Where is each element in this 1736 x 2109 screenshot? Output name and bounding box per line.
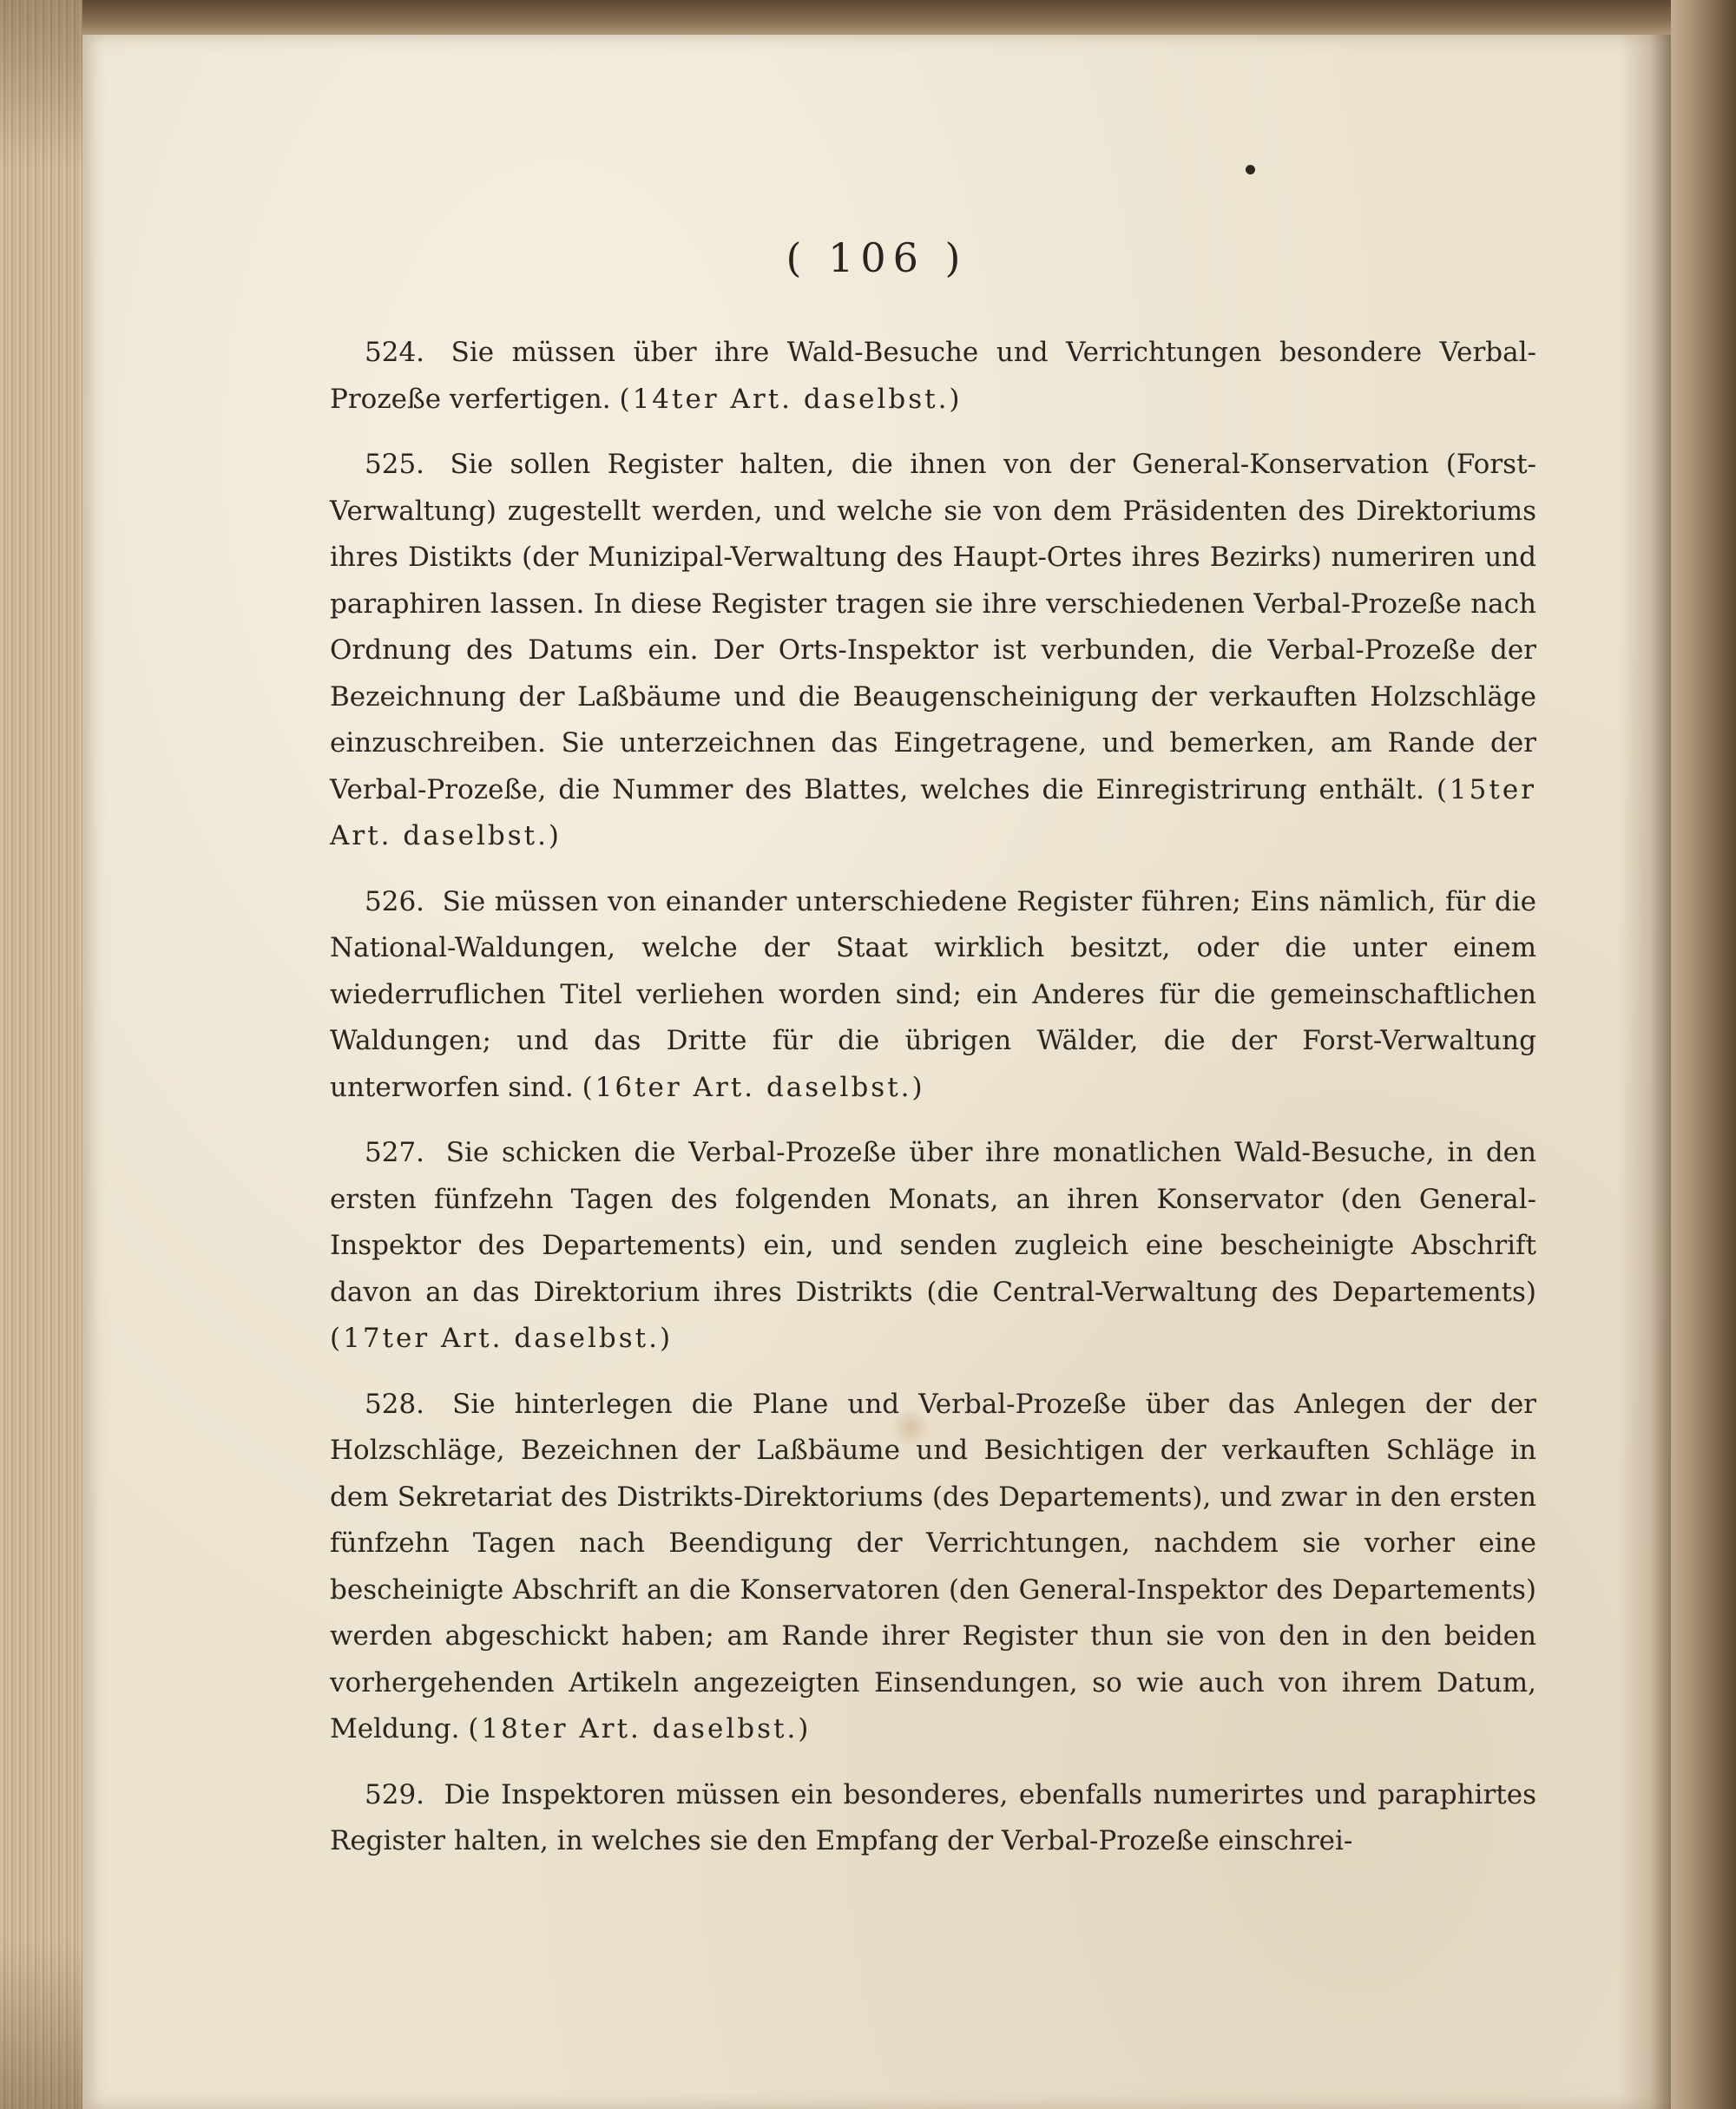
paragraph-number: 527. <box>365 1137 425 1168</box>
paragraph-524 <box>330 330 1536 423</box>
paragraph-text: Sie schicken die Verbal-Prozeße über ihre monatlichen Wald-Besuche, in den ersten fünfzehn Tagen des folgenden Monats, an ihren Konservator (den General-Inspektor des Departements) ein, und senden zugleich eine bescheinigte Abschrift davon an das Direktorium ihres Distrikts (die Central-Verwaltung des Departements) <box>330 1137 1536 1308</box>
page-body <box>330 330 1536 1865</box>
paragraph-reference: (14ter Art. daselbst.) <box>619 383 963 415</box>
paragraph-reference: (16ter Art. daselbst.) <box>582 1071 925 1103</box>
paragraph-number: 529. <box>365 1778 425 1810</box>
paragraph-text: Sie hinterlegen die Plane und Verbal-Prozeße über das Anlegen der der Holzschläge, Bezeichnen der Laßbäume und Besichtigen der verkauften Schläge in dem Sekretariat des Distrikts-Direktoriums (des Departements), und zwar in den ersten fünfzehn Tagen nach Beendigung der Verrichtungen, nachdem sie vorher eine bescheinigte Abschrift an die Konservatoren (den General-Inspektor des Departements) werden abgeschickt haben; am Rande ihrer Register thun sie von den in den beiden vorhergehenden Artikeln angezeigten Einsendungen, so wie auch von ihrem Datum, Meldung. <box>330 1388 1536 1744</box>
paragraph-reference: (17ter Art. daselbst.) <box>330 1323 674 1354</box>
binding-gutter-shadow <box>1619 35 1671 2109</box>
paragraph-526 <box>330 879 1536 1112</box>
paragraph-text: Sie müssen von einander unterschiedene Register führen; Eins nämlich, für die National-Waldungen, welche der Staat wirklich besitzt, oder die unter einem wiederruflichen Titel verliehen worden sind; ein Anderes für die gemeinschaftlichen Waldungen; und das Dritte für die übrigen Wälder, die der Forst-Verwaltung unterworfen sind. <box>330 885 1536 1103</box>
paragraph-number: 524. <box>365 337 425 368</box>
paragraph-527 <box>330 1130 1536 1363</box>
paragraph-number: 525. <box>365 449 425 480</box>
paragraph-text: Sie sollen Register halten, die ihnen von der General-Konservation (Forst-Verwaltung) zugestellt werden, und welche sie von dem Präsidenten des Direktoriums ihres Distikts (der Munizipal-Verwaltung des Haupt-Ortes ihres Bezirks) numeriren und paraphiren lassen. In diese Register tragen sie ihre verschiedenen Verbal-Prozeße nach Ordnung des Datums ein. Der Orts-Inspektor ist verbunden, die Verbal-Prozeße der Bezeichnung der Laßbäume und die Beaugenscheinigung der verkauften Holzschläge einzuschreiben. Sie unterzeichnen das Eingetragene, und bemerken, am Rande der Verbal-Prozeße, die Nummer des Blattes, welches die Einregistrirung enthält. <box>330 449 1537 805</box>
paragraph-number: 526. <box>365 885 425 917</box>
paragraph-529 <box>330 1772 1536 1865</box>
stacked-page-edges <box>0 0 82 2109</box>
paragraph-reference: (15ter Art. daselbst.) <box>330 773 1536 851</box>
paragraph-525 <box>330 442 1536 860</box>
paragraph-text: Sie müssen über ihre Wald-Besuche und Verrichtungen besondere Verbal-Prozeße verfertigen. <box>330 337 1537 415</box>
paragraph-reference: (18ter Art. daselbst.) <box>468 1713 812 1744</box>
scan-top-edge <box>0 0 1736 36</box>
paragraph-528 <box>330 1382 1536 1753</box>
page-number: ( 106 ) <box>786 234 968 281</box>
ink-dot <box>1246 165 1255 174</box>
book-page <box>82 35 1671 2109</box>
binding-edge <box>1671 0 1736 2109</box>
paragraph-number: 528. <box>365 1388 425 1420</box>
paragraph-text: Die Inspektoren müssen ein besonderes, ebenfalls numerirtes und paraphirtes Register halten, in welches sie den Empfang der Verbal-Prozeße einschrei- <box>330 1778 1536 1856</box>
